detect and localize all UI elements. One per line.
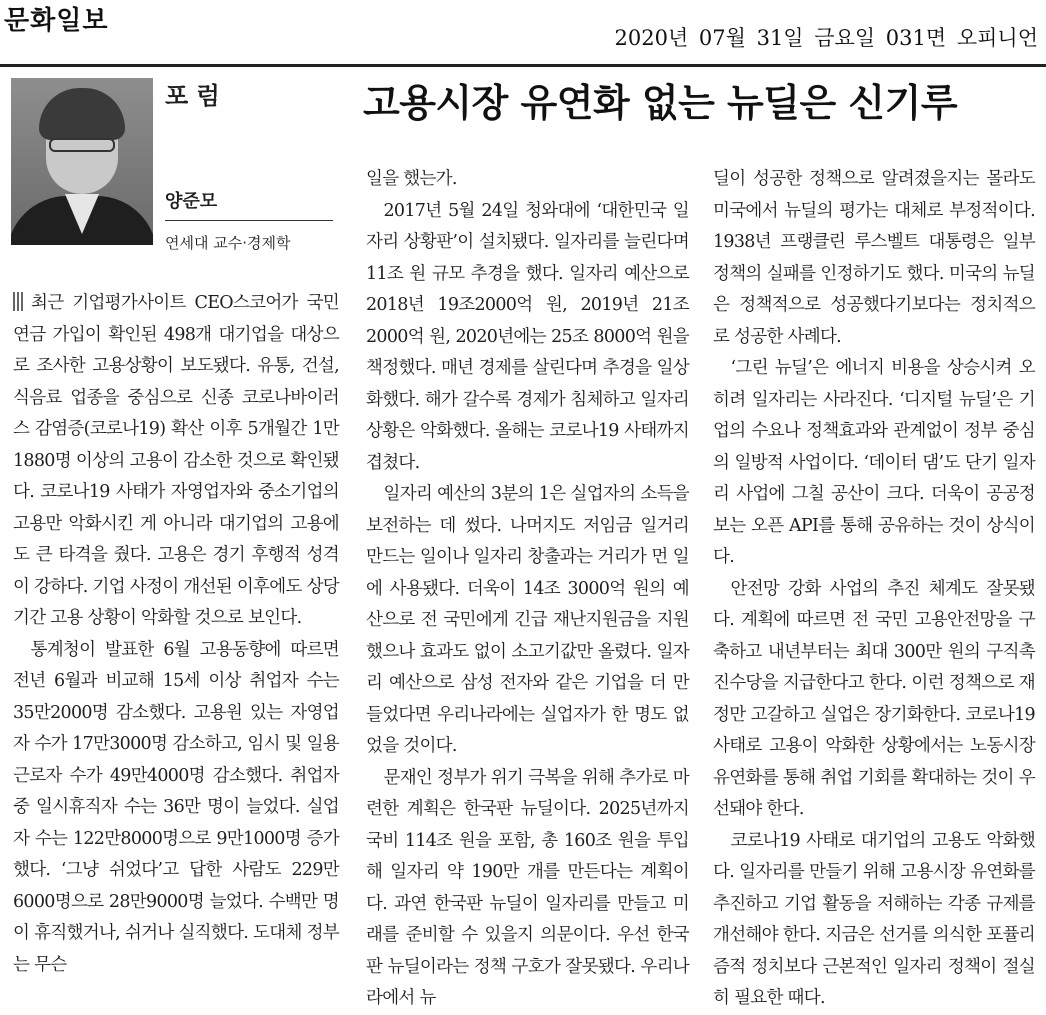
author-divider bbox=[165, 220, 333, 221]
paragraph bbox=[13, 288, 339, 635]
paragraph: 안전망 강화 사업의 추진 체계도 잘못됐다. 계획에 따르면 전 국민 고용안전망을 구축하고 내년부터는 최대 300만 원의 구직촉진수당을 지급한다고 한다. 이런 정책으로 재정만 고갈하고 실업은 장기화한다. 코로나19 사태로 고용이 악화한 상황에서는 노동시장 유연화를 통해 취업 기회를 확대하는 것이 우선돼야 한다. bbox=[713, 578, 1035, 819]
paragraph: 일을 했는가. bbox=[366, 169, 457, 189]
paragraph-text: 최근 기업평가사이트 CEO스코어가 국민연금 가입이 확인된 498개 대기업을 대상으로 조사한 고용상황이 보도됐다. 유통, 건설, 식음료 업종을 중심으로 신종 코로나바이러스 감염증(코로나19) 확산 이후 5개월간 1만1880명 이상의 고용이 감소한 것으로 확인됐다. 코로나19 사태가 자영업자와 중소기업의 고용만 악화시킨 게 아니라 대기업의 고용에도 큰 타격을 줬다. 고용은 경기 후행적 성격이 강하다. 기업 사정이 개선된 이후에도 상당 기간 고용 상황이 악화할 것으로 보인다. bbox=[13, 293, 339, 628]
lead-marker-icon bbox=[13, 292, 23, 311]
author-affiliation: 연세대 교수·경제학 bbox=[165, 234, 291, 252]
article-column-1 bbox=[13, 288, 339, 981]
paragraph: 일자리 예산의 3분의 1은 실업자의 소득을 보전하는 데 썼다. 나머지도 저임금 일거리 만드는 일이나 일자리 창출과는 거리가 먼 일에 사용됐다. 더욱이 14조 3000억 원의 예산으로 전 국민에게 긴급 재난지원금을 지원했으나 효과도 없이 소고기값만 올렸다. 일자리 예산으로 삼성 전자와 같은 기업을 더 만들었다면 우리나라에는 실업자가 한 명도 없었을 것이다. bbox=[366, 484, 689, 756]
section-label: 포 럼 bbox=[165, 82, 220, 110]
article-headline: 고용시장 유연화 없는 뉴딜은 신기루 bbox=[363, 81, 958, 125]
paragraph: 코로나19 사태로 대기업의 고용도 악화했다. 일자리를 만들기 위해 고용시장 유연화를 추진하고 기업 활동을 저해하는 각종 규제를 개선해야 한다. 지금은 선거를 의식한 포퓰리즘적 정치보다 근본적인 일자리 정책이 절실히 필요한 때다. bbox=[713, 830, 1035, 1008]
paragraph: ‘그린 뉴딜’은 에너지 비용을 상승시켜 오히려 일자리는 사라진다. ‘디지털 뉴딜’은 기업의 수요나 정책효과와 관계없이 정부 중심의 일방적 사업이다. ‘데이터 댐’도 단기 일자리 사업에 그칠 공산이 크다. 더욱이 공공정보는 오픈 API를 통해 공유하는 것이 상식이다. bbox=[713, 358, 1035, 567]
article-column-3 bbox=[713, 164, 1035, 1015]
article-column-2 bbox=[366, 164, 689, 1015]
paragraph: 통계청이 발표한 6월 고용동향에 따르면 전년 6월과 비교해 15세 이상 취업자 수는 35만2000명 감소했다. 고용원 있는 자영업자 수가 17만3000명 감소하고, 임시 및 일용 근로자 수가 49만4000명 감소했다. 취업자 중 일시휴직자 수는 36만 명이 늘었다. 실업자 수는 122만8000명으로 9만1000명 증가했다. ‘그냥 쉬었다’고 답한 사람도 229만6000명으로 28만9000명 늘었다. 수백만 명이 휴직했거나, 쉬거나 실직했다. 도대체 정부는 무슨 bbox=[13, 639, 339, 975]
paragraph: 문재인 정부가 위기 극복을 위해 추가로 마련한 계획은 한국판 뉴딜이다. 2025년까지 국비 114조 원을 포함, 총 160조 원을 투입해 일자리 약 190만 개를 만든다는 계획이다. 과연 한국판 뉴딜이 일자리를 만들고 미래를 준비할 수 있을지 의문이다. 우선 한국판 뉴딜이라는 정책 구호가 잘못됐다. 우리나라에서 뉴 bbox=[366, 767, 689, 1008]
newspaper-masthead: 문화일보 bbox=[4, 6, 109, 36]
paragraph: 딜이 성공한 정책으로 알려졌을지는 몰라도 미국에서 뉴딜의 평가는 대체로 부정적이다. 1938년 프랭클린 루스벨트 대통령은 일부 정책의 실패를 인정하기도 했다. 미국의 뉴딜은 정책적으로 성공했다기보다는 정치적으로 성공한 사례다. bbox=[713, 169, 1035, 347]
dateline: 2020년 07월 31일 금요일 031면 오피니언 bbox=[614, 26, 1038, 50]
header-rule bbox=[0, 64, 1046, 67]
author-photo bbox=[11, 78, 153, 245]
paragraph: 2017년 5월 24일 청와대에 ‘대한민국 일자리 상황판’이 설치됐다. 일자리를 늘린다며 11조 원 규모 추경을 했다. 일자리 예산으로 2018년 19조2000억 원, 2019년 21조2000억 원, 2020년에는 25조 8000억 원을 책정했다. 매년 경제를 살린다며 추경을 일상화했다. 해가 갈수록 경제가 침체하고 일자리 상황은 악화했다. 올해는 코로나19 사태까지 겹쳤다. bbox=[366, 200, 689, 473]
author-name: 양준모 bbox=[165, 191, 218, 212]
